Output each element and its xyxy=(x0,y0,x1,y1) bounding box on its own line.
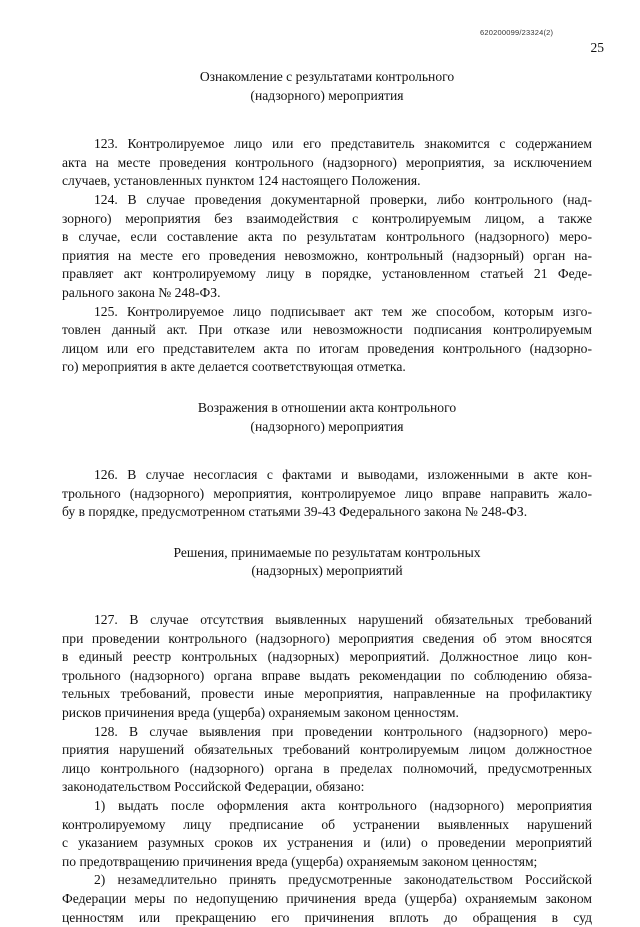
text-line: 127. В случае отсутствия выявленных нарушений обязательных требований xyxy=(94,612,592,628)
text-line: 125. Контролируемое лицо подписывает акт тем же способом, которым изго- xyxy=(94,303,592,319)
text-line: при проведении контрольного (надзорного) мероприятия сведения об этом вносятся xyxy=(62,630,592,646)
text-line: ценностям или прекращению его причинения вплоть до обращения в суд xyxy=(62,909,592,925)
text-line: 126. В случае несогласия с фактами и выводами, изложенными в акте кон- xyxy=(94,467,592,483)
text-line: контролируемому лицу предписание об устранении выявленных нарушений xyxy=(62,816,592,832)
text-line: лицом или его представителем акта по итогам проведения контрольного (надзорно- xyxy=(62,340,592,356)
text-line: тельных требований, провести иные мероприятия, направленные на профилактику xyxy=(62,686,592,702)
section-heading-line: Возражения в отношении акта контрольного xyxy=(197,399,457,415)
text-line: акта на месте проведения контрольного (надзорного) мероприятия, за исключением xyxy=(62,154,592,170)
paragraph-126 xyxy=(62,466,592,522)
paragraph-128 xyxy=(62,723,592,797)
section-heading-line: Решения, принимаемые по результатам контрольных xyxy=(173,544,481,560)
text-line: в случае, если составление акта по результатам контрольного (надзорного) меро- xyxy=(62,229,592,245)
text-line: бу в порядке, предусмотренном статьями 39-43 Федерального закона № 248-ФЗ. xyxy=(62,504,528,520)
paragraph-124 xyxy=(62,191,592,303)
text-line: с указанием разумных сроков их устранения и (или) о проведении мероприятий xyxy=(62,835,592,851)
text-line: 2) незамедлительно принять предусмотренные законодательством Российской xyxy=(94,872,592,888)
text-line: правляет акт контролируемому лицу в порядке, установленном статьей 21 Феде- xyxy=(62,266,592,282)
text-line: в единый реестр контрольных (надзорных) мероприятий. Должностное лицо кон- xyxy=(62,649,592,665)
text-line: законодательством Российской Федерации, обязано: xyxy=(62,779,365,795)
text-line: по предотвращению причинения вреда (ущерба) охраняемым законом ценностям; xyxy=(62,853,538,869)
section-heading-line: (надзорного) мероприятия xyxy=(250,418,404,434)
section-heading xyxy=(62,399,592,436)
text-line: 123. Контролируемое лицо или его представитель знакомится с содержанием xyxy=(94,136,592,152)
list-item-2 xyxy=(62,871,592,927)
section-heading-line: (надзорного) мероприятия xyxy=(250,87,404,103)
section-heading xyxy=(62,68,592,105)
text-line: лицо контрольного (надзорного) органа в пределах полномочий, предусмотренных xyxy=(62,760,592,776)
text-line: рисков причинения вреда (ущерба) охраняемым законом ценностям. xyxy=(62,705,459,721)
text-line: го) мероприятия в акте делается соответствующая отметка. xyxy=(62,359,406,375)
text-line: приятия нарушений обязательных требований контролируемым лицом должностное xyxy=(62,742,592,758)
text-line: зорного) мероприятия без взаимодействия с контролируемым лицом, а также xyxy=(62,210,592,226)
text-line: трольного (надзорного) органа вправе выдать рекомендации по соблюдению обяза- xyxy=(62,667,592,683)
text-line: 128. В случае выявления при проведении контрольного (надзорного) меро- xyxy=(94,723,592,739)
list-item-1 xyxy=(62,797,592,871)
page-number: 25 xyxy=(590,40,604,55)
section-heading-line: (надзорных) мероприятий xyxy=(251,563,403,579)
text-line: рального закона № 248-ФЗ. xyxy=(62,284,221,300)
text-line: товлен данный акт. При отказе или невозможности подписания контролируемым xyxy=(62,322,592,338)
paragraph-123 xyxy=(62,135,592,191)
paragraph-125 xyxy=(62,303,592,377)
text-line: приятия на месте его проведения невозможно, контрольный (надзорный) орган на- xyxy=(62,247,592,263)
text-line: Федерации меры по недопущению причинения вреда (ущерба) охраняемым законом xyxy=(62,890,592,906)
text-line: 124. В случае проведения документарной проверки, либо контрольного (над- xyxy=(94,191,592,207)
document-id: 620200099/23324(2) xyxy=(480,28,554,37)
section-heading xyxy=(62,544,592,581)
document-body xyxy=(62,68,592,927)
text-line: случаев, установленных пунктом 124 настоящего Положения. xyxy=(62,173,421,189)
text-line: трольного (надзорного) мероприятия, контролируемое лицо вправе направить жало- xyxy=(62,485,592,501)
text-line: 1) выдать после оформления акта контрольного (надзорного) мероприятия xyxy=(94,798,592,813)
paragraph-127 xyxy=(62,611,592,723)
section-heading-line: Ознакомление с результатами контрольного xyxy=(199,69,455,84)
